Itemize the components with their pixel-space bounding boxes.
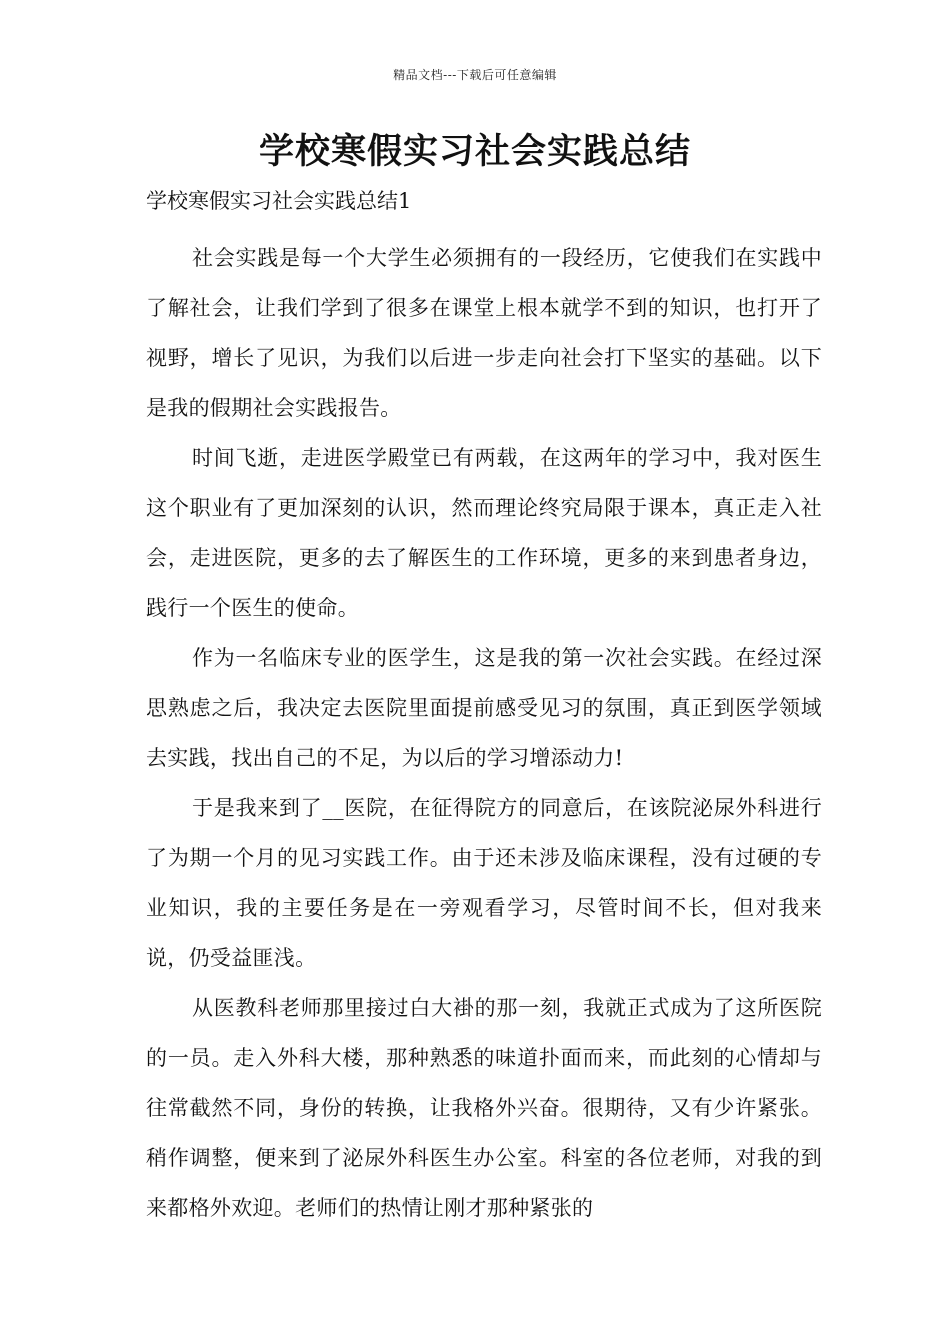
- header-note: 精品文档---下载后可任意编辑: [393, 68, 557, 82]
- document-title: 学校寒假实习社会实践总结: [258, 132, 691, 172]
- document-body: [146, 233, 822, 1233]
- paragraph-4: 于是我来到了__医院，在征得院方的同意后，在该院泌尿外科进行了为期一个月的见习实践工作。由于还未涉及临床课程，没有过硬的专业知识，我的主要任务是在一旁观看学习，尽管时间不长，但对我来说，仍受益匪浅。: [146, 796, 822, 970]
- paragraph-3: 作为一名临床专业的医学生，这是我的第一次社会实践。在经过深思熟虑之后，我决定去医院里面提前感受见习的氛围，真正到医学领域去实践，找出自己的不足，为以后的学习增添动力!: [146, 646, 822, 770]
- paragraph-2: 时间飞逝，走进医学殿堂已有两载，在这两年的学习中，我对医生这个职业有了更加深刻的认识，然而理论终究局限于课本，真正走入社会，走进医院，更多的去了解医生的工作环境，更多的来到患者身边，践行一个医生的使命。: [146, 446, 822, 620]
- paragraph-5: 从医教科老师那里接过白大褂的那一刻，我就正式成为了这所医院的一员。走入外科大楼，那种熟悉的味道扑面而来，而此刻的心情却与往常截然不同，身份的转换，让我格外兴奋。很期待，又有少许紧张。稍作调整，便来到了泌尿外科医生办公室。科室的各位老师，对我的到来都格外欢迎。老师们的热情让刚才那种紧张的: [146, 996, 822, 1220]
- paragraph-1: 社会实践是每一个大学生必须拥有的一段经历，它使我们在实践中了解社会，让我们学到了很多在课堂上根本就学不到的知识，也打开了视野，增长了见识，为我们以后进一步走向社会打下坚实的基础。以下是我的假期社会实践报告。: [146, 246, 822, 420]
- document-subtitle: 学校寒假实习社会实践总结1: [146, 189, 412, 213]
